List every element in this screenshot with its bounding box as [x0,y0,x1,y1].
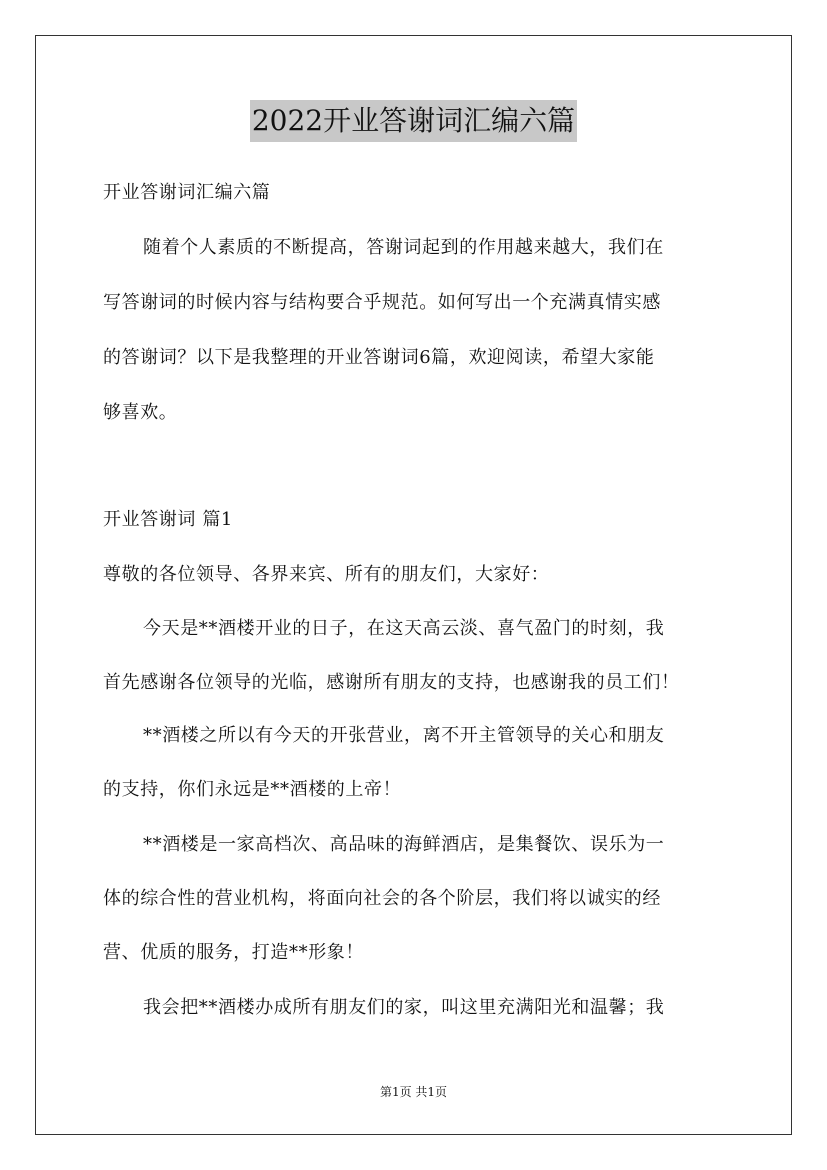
body-line: **酒楼是一家高档次、高品味的海鲜酒店，是集餐饮、误乐为一 [143,834,665,855]
document-title: 2022开业答谢词汇编六篇 [250,100,577,142]
body-line: 我会把**酒楼办成所有朋友们的家，叫这里充满阳光和温馨；我 [143,997,665,1018]
body-line: **酒楼之所以有今天的开张营业，离不开主管领导的关心和朋友 [143,725,665,746]
body-line: 今天是**酒楼开业的日子，在这天高云淡、喜气盈门的时刻，我 [143,618,665,639]
body-line: 首先感谢各位领导的光临，感谢所有朋友的支持，也感谢我的员工们！ [103,672,680,693]
document-title-container [0,100,827,142]
body-line: 的支持，你们永远是**酒楼的上帝！ [103,779,402,800]
intro-line: 写答谢词的时候内容与结构要合乎规范。如何写出一个充满真情实感 [103,292,661,313]
page-number-footer: 第1页 共1页 [379,1085,448,1099]
salutation: 尊敬的各位领导、各界来宾、所有的朋友们，大家好： [103,564,550,585]
body-line: 体的综合性的营业机构，将面向社会的各个阶层，我们将以诚实的经 [103,888,661,909]
section-heading: 开业答谢词 篇1 [103,509,233,530]
intro-line: 够喜欢。 [103,402,178,423]
document-subtitle: 开业答谢词汇编六篇 [103,182,271,203]
intro-line: 的答谢词？以下是我整理的开业答谢词6篇，欢迎阅读，希望大家能 [103,347,655,368]
intro-line: 随着个人素质的不断提高，答谢词起到的作用越来越大，我们在 [143,237,664,258]
body-line: 营、优质的服务，打造**形象！ [103,942,364,963]
